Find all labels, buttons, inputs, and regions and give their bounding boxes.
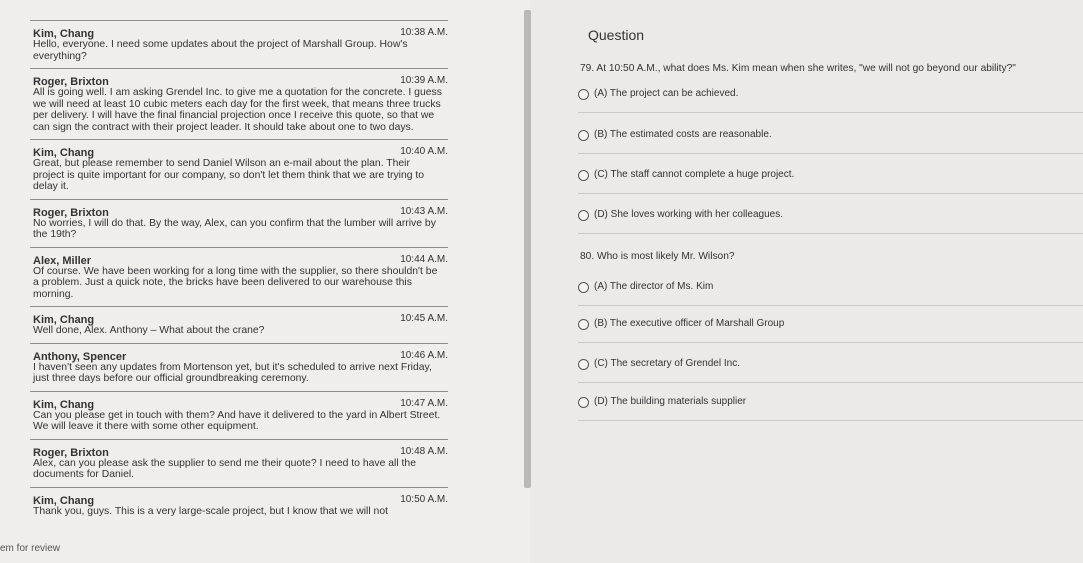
chat-panel (0, 0, 530, 563)
sender-name: Roger, Brixton (33, 76, 109, 88)
option-label: (B) The executive officer of Marshall Group (594, 318, 785, 329)
option-label: (A) The project can be achieved. (594, 88, 739, 99)
chat-transcript (30, 20, 448, 523)
option-label: (A) The director of Ms. Kim (594, 281, 714, 292)
message-text: Thank you, guys. This is a very large-scale project, but I know that we will not (33, 505, 388, 517)
sender-name: Kim, Chang (33, 398, 95, 411)
chat-message (30, 68, 448, 139)
message-text: Well done, Alex. Anthony – What about the crane? (33, 325, 265, 336)
radio-button-icon[interactable] (578, 89, 589, 100)
sender-name: Alex, Miller (33, 254, 92, 267)
radio-button-icon[interactable] (578, 282, 589, 293)
chat-message (30, 487, 448, 524)
timestamp: 10:40 A.M. (400, 146, 448, 157)
chat-message (30, 199, 448, 247)
question-panel (558, 0, 1083, 563)
option-79-c[interactable] (578, 167, 1083, 194)
message-text: Can you please get in touch with them? And have it delivered to the yard in Albert Street. We will leave it there with some other equipment. (33, 409, 441, 432)
radio-button-icon[interactable] (578, 170, 589, 181)
option-80-a[interactable] (578, 279, 1083, 306)
question-80: 80. Who is most likely Mr. Wilson? (580, 251, 735, 262)
option-79-b[interactable] (578, 127, 1083, 154)
timestamp: 10:50 A.M. (400, 493, 448, 505)
timestamp: 10:47 A.M. (400, 397, 448, 409)
option-80-b[interactable] (578, 316, 1083, 343)
review-footer-text: em for review (0, 543, 61, 554)
sender-name: Kim, Chang (33, 494, 95, 507)
chat-message (30, 20, 448, 68)
sender-name: Roger, Brixton (33, 206, 109, 219)
timestamp: 10:46 A.M. (400, 349, 448, 361)
option-79-a[interactable] (578, 86, 1083, 113)
message-text: All is going well. I am asking Grendel Inc. to give me a quotation for the concrete. I guess we will need at least 10 cubic meters each day for the first week, that means three trucks per delivery. I will have the final financial projection once I receive this quote, so that we can sign the contract with their project leader. It should take about one to two days. (33, 87, 442, 133)
sender-name: Kim, Chang (33, 28, 95, 40)
sender-name: Roger, Brixton (33, 446, 109, 459)
chat-message (30, 343, 448, 391)
option-80-c[interactable] (578, 356, 1083, 383)
sender-name: Anthony, Spencer (33, 350, 127, 363)
sender-name: Kim, Chang (33, 314, 95, 326)
radio-button-icon[interactable] (578, 397, 589, 408)
question-79: 79. At 10:50 A.M., what does Ms. Kim mean when she writes, "we will not go beyond our ability?" (580, 63, 1016, 74)
chat-message (30, 139, 448, 199)
option-label: (D) The building materials supplier (594, 396, 747, 407)
option-label: (B) The estimated costs are reasonable. (594, 129, 772, 140)
question-heading: Question (588, 27, 645, 43)
message-text: Hello, everyone. I need some updates about the project of Marshall Group. How's everything? (33, 39, 408, 62)
option-label: (D) She loves working with her colleagues. (594, 209, 783, 220)
timestamp: 10:38 A.M. (400, 27, 448, 38)
radio-button-icon[interactable] (578, 359, 589, 370)
message-text: Alex, can you please ask the supplier to send me their quote? I need to have all the documents for Daniel. (33, 457, 416, 480)
message-text: No worries, I will do that. By the way, Alex, can you confirm that the lumber will arrive by the 19th? (33, 217, 436, 240)
radio-button-icon[interactable] (578, 319, 589, 330)
timestamp: 10:45 A.M. (400, 313, 448, 324)
radio-button-icon[interactable] (578, 210, 589, 221)
timestamp: 10:48 A.M. (400, 445, 448, 457)
option-label: (C) The secretary of Grendel Inc. (594, 358, 740, 369)
message-text: I haven't seen any updates from Mortenson yet, but it's scheduled to arrive next Friday, just three days before our official groundbreaking ceremony. (33, 361, 432, 384)
option-label: (C) The staff cannot complete a huge project. (594, 169, 795, 180)
chat-message (30, 306, 448, 343)
radio-button-icon[interactable] (578, 130, 589, 141)
option-80-d[interactable] (578, 394, 1083, 421)
chat-message (30, 391, 448, 439)
chat-message (30, 439, 448, 487)
option-79-d[interactable] (578, 207, 1083, 234)
message-text: Great, but please remember to send Daniel Wilson an e-mail about the plan. Their project is quite important for our company, so don't let them think that we are trying to delay it. (33, 158, 425, 192)
timestamp: 10:43 A.M. (400, 205, 448, 217)
timestamp: 10:44 A.M. (400, 253, 448, 265)
chat-scrollbar[interactable] (524, 10, 531, 488)
timestamp: 10:39 A.M. (400, 75, 448, 86)
chat-message (30, 247, 448, 307)
sender-name: Kim, Chang (33, 147, 95, 159)
message-text: Of course. We have been working for a long time with the supplier, so there shouldn't be a problem. Just a quick note, the bricks have been delivered to our warehouse this morning. (33, 265, 438, 300)
